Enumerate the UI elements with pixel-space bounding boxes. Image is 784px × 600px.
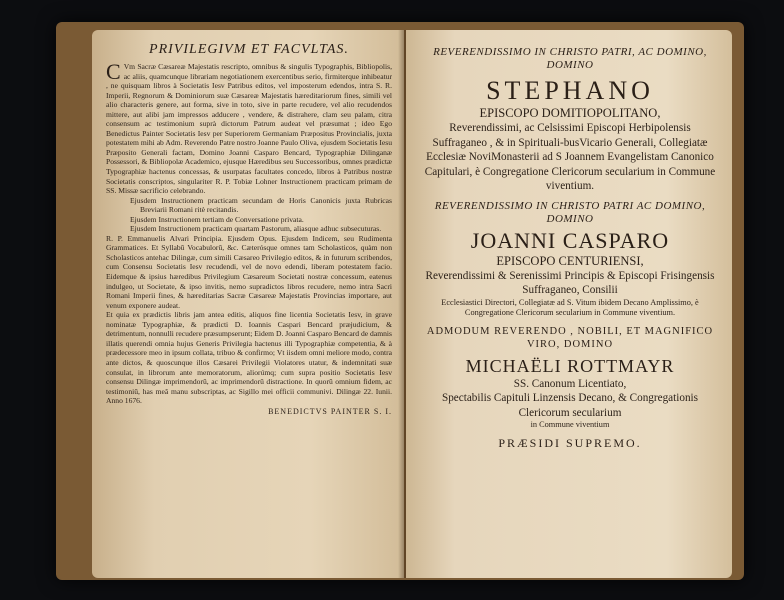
dedicatee-description: Ecclesiastici Directori, Collegiatæ ad S. Vitum ibidem Decano Amplissimo, è Congregatione Clericorum secularium in Commune viventium. — [441, 297, 699, 317]
dedicatee-name: JOANNI CASPARO — [470, 227, 670, 253]
paragraph-final: Et quia ex prædictis libris jam antea editis, aliquos fine licentia Societatis Iesv, in grave nominatæ Typographiæ, & prædicti D. Ioannis Caspari Bencard præjudicium, & detrimentum, nonnulli recudere præsumpserunt; Eidem D. Joanni Casparo Bencard de damnis illatis querendi omnia hujus Generis Privilegia hactenus illi Typographiæ competentia, & à prædecessore meo in ipsum collata, tribuo & confirmo; Vt iisdem omni meliore modo, contra ante dictos, & quoscunque illos Cæsarei Privilegii Violatores utatur, & indemnitati suæ consulat, in librorum ante memoratorum, aliorúmq; cum supra positio Societatis Iesv consensu Dilingæ imprimendorū, ac imprimendorū distractione. In quorū omnium fidem, ac testimoniū, has meâ manu subscriptas, ac Sigillo mei officii communivi. Dilingæ 22. Iunii. Anno 1676. — [106, 310, 392, 406]
dedication-salutation: ADMODUM REVERENDO , NOBILI, ET MAGNIFICO VIRO, DOMINO — [426, 325, 714, 350]
dedicatee-description: Reverendissimi, ac Celsissimi Episcopi Herbipolensis Suffraganeo , & in Spirituali-busVicario Generali, Collegiatæ Ecclesiæ NoviMonasterii ad S Joannem Evangelistam Canonico Capitulari, è Congregatione Clericorum secularium in Commune viventium. — [424, 122, 716, 192]
dedicatee-office: PRÆSIDI SUPREMO. — [498, 435, 642, 450]
paragraph-alvari: R. P. Emmanuelis Alvari Principia. Ejusdem Opus. Ejusdem Indicem, seu Rudimenta Grammatices. Et Syllabū Vocabulorū, &c. Cæterósque omnes tam Scholasticos, quàm non Scholasticos antehac Dilingæ, cum simili Cæsareo Privilegio editos, & in futurum scribendos, cum Consensu Societatis Iesv recudendi, vel de novo edendi, liberam potestatem facio. Eidemque & ipsius hæredibus Privilegium Cæsareum Societati nostræ concessum, eatenus indulgeo, ut Societate, & ipso invitis, nemo supradictos libros recudere, nemo intra Sacri Romani Imperii fines, & hæreditarias Sacræ Cæsareæ Majestatis Provincias importare, aut venum exponere audeat. — [106, 233, 392, 310]
drop-cap: C — [106, 59, 121, 84]
dedicatee-name: STEPHANO — [486, 76, 654, 105]
left-page — [92, 30, 404, 578]
paragraph-item: Ejusdem Instructionem practicam secundam de Horis Canonicis juxta Rubricas Breviarii Romani ritè recitandis. — [130, 195, 392, 215]
privilege-heading: PRIVILEGIVM ET FACVLTAS. — [149, 42, 349, 57]
dedicatee-title: EPISCOPO CENTURIENSI, — [496, 253, 644, 268]
dedicatee-title: SS. Canonum Licentiato, — [513, 377, 627, 390]
paragraph-item: Ejusdem Instructionem tertiam de Conversatione privata. — [130, 214, 304, 224]
dedicatee-title: EPISCOPO DOMITIOPOLITANO, — [479, 106, 661, 120]
dedicatee-description: Spectabilis Capituli Linzensis Decano, & Congregationis Clericorum secularium — [441, 392, 699, 419]
privilege-text — [106, 59, 392, 416]
dedicatee-description: Reverendissimi & Serenissimi Principis & Episcopi Frisingensis Suffraganeo, Consilii — [425, 269, 715, 296]
dedicatee-description: in Commune viventium — [530, 420, 610, 429]
signature: BENEDICTVS PAINTER S. I. — [268, 406, 392, 416]
dedication-salutation: REVERENDISSIMO IN CHRISTO PATRI, AC DOMINO, DOMINO — [433, 46, 707, 71]
paragraph-main: C Vm Sacræ Cæsareæ Majestatis rescripto, omnibus & singulis Typographis, Bibliopolis, ac aliis, quamcunque librariam negotiationem exercentibus serio, firmiterque inhibeatur , ne quisquam libros à Societatis Iesv Patribus editos, vel imposterum edendos, intra S. R. Imperii, Regnorum & Dominiorum suæ Cæsareæ Majestatis hæreditariorum fines, simili vel alio characteris genere, aut forma, sive in toto, sive in parte recudere, vel alio recudendos mittere, aut alibi jam impressos adducere , vendere, & distrahere, clam seu palam, citra consensum ac testimonium suprà dictorum Patrum audeat vel præsumat ; ideo Ego Benedictus Painter Societatis Iesv per Superiorem Germaniam Præpositus Provincialis, juxta potestatem mihi ab Adm. Reverendo Patre nostro Joanne Paulo Oliva, ejusdem Societatis Iesu Præposito Generali factam, Domino Joanni Casparo Bencard, Typographiæ Dilinganæ Possessori, & Bibliopolæ Academico, ejusque Hæredibus seu Successoribus, omnes prædictæ Typographiæ hactenus concessas, & usurpatas facultates concedo, libros à Patribus nostræ Societatis conscriptos, singulariter R. P. Tobiæ Lohner Instructionem practicam primam de SS. Missæ sacrificio celebrando. — [106, 59, 392, 196]
right-page — [406, 30, 732, 578]
dedicatee-name: MICHAËLI ROTTMAYR — [465, 355, 675, 376]
dedication-salutation: REVERENDISSIMO IN CHRISTO PATRI AC DOMINO, DOMINO — [434, 199, 706, 225]
paragraph-item: Ejusdem Instructionem practicam quartam Pastorum, aliasque adhuc subsecuturas. — [130, 224, 382, 234]
